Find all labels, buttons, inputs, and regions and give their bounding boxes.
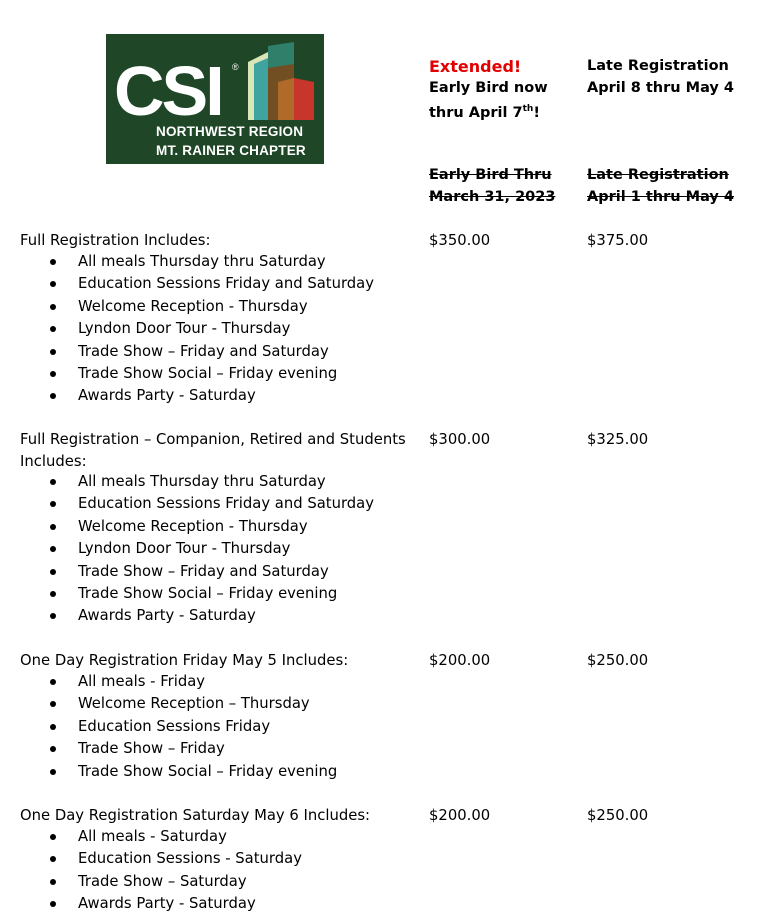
section-companion-late-price: $325.00	[587, 431, 649, 448]
list-item: All meals - Saturday	[20, 826, 302, 848]
section-friday-items	[20, 671, 337, 783]
section-full-items	[20, 251, 374, 408]
late-old-line1: Late Registration	[587, 167, 729, 183]
section-companion-items	[20, 471, 374, 628]
list-item: Trade Show Social – Friday evening	[20, 761, 337, 783]
early-bird-old-dates	[429, 165, 555, 208]
section-full-late-price: $375.00	[587, 232, 649, 249]
list-item: Trade Show – Saturday	[20, 871, 302, 893]
list-item: Welcome Reception - Thursday	[20, 296, 374, 318]
early-bird-old-line1: Early Bird Thru	[429, 167, 552, 183]
early-bird-line1: Early Bird now	[429, 79, 548, 96]
logo-wordmark: CSI	[114, 52, 222, 130]
section-friday-early-price: $200.00	[429, 652, 491, 669]
section-full-early-price: $350.00	[429, 232, 491, 249]
section-saturday-items	[20, 826, 302, 916]
list-item: Trade Show – Friday	[20, 738, 337, 760]
logo-registered-mark: ®	[232, 62, 239, 72]
section-friday-late-price: $250.00	[587, 652, 649, 669]
list-item: Education Sessions Friday	[20, 716, 337, 738]
csi-logo	[106, 34, 324, 164]
list-item: Education Sessions Friday and Saturday	[20, 493, 374, 515]
late-old-line2: April 1 thru May 4	[587, 188, 735, 205]
logo-chapter-text: MT. RAINER CHAPTER	[156, 143, 306, 158]
section-saturday-early-price: $200.00	[429, 807, 491, 824]
list-item: Lyndon Door Tour - Thursday	[20, 538, 374, 560]
list-item: All meals Thursday thru Saturday	[20, 471, 374, 493]
list-item: Welcome Reception – Thursday	[20, 693, 337, 715]
late-registration-header	[587, 56, 734, 99]
section-friday-title: One Day Registration Friday May 5 Includes:	[20, 652, 349, 669]
list-item: Education Sessions Friday and Saturday	[20, 273, 374, 295]
late-line1: Late Registration	[587, 58, 729, 74]
list-item: Trade Show – Friday and Saturday	[20, 561, 374, 583]
early-bird-line2: thru April 7th!	[429, 104, 540, 121]
section-full-title: Full Registration Includes:	[20, 232, 211, 249]
early-bird-header	[429, 56, 548, 124]
late-line2: April 8 thru May 4	[587, 79, 735, 96]
list-item: Awards Party - Saturday	[20, 605, 374, 627]
list-item: All meals Thursday thru Saturday	[20, 251, 374, 273]
list-item: Education Sessions - Saturday	[20, 848, 302, 870]
list-item: Awards Party - Saturday	[20, 893, 302, 915]
list-item: Trade Show – Friday and Saturday	[20, 341, 374, 363]
section-companion-early-price: $300.00	[429, 431, 491, 448]
late-old-dates	[587, 165, 734, 208]
logo-building-icon	[244, 42, 316, 122]
early-bird-old-line2: March 31, 2023	[429, 188, 556, 205]
list-item: Awards Party - Saturday	[20, 385, 374, 407]
section-saturday-title: One Day Registration Saturday May 6 Includes:	[20, 807, 371, 824]
list-item: All meals - Friday	[20, 671, 337, 693]
list-item: Trade Show Social – Friday evening	[20, 583, 374, 605]
section-companion-title: Full Registration – Companion, Retired and Students Includes:	[20, 431, 406, 470]
list-item: Trade Show Social – Friday evening	[20, 363, 374, 385]
list-item: Welcome Reception - Thursday	[20, 516, 374, 538]
list-item: Lyndon Door Tour - Thursday	[20, 318, 374, 340]
section-saturday-late-price: $250.00	[587, 807, 649, 824]
logo-region-text: NORTHWEST REGION	[156, 124, 304, 139]
extended-label: Extended!	[429, 57, 522, 76]
